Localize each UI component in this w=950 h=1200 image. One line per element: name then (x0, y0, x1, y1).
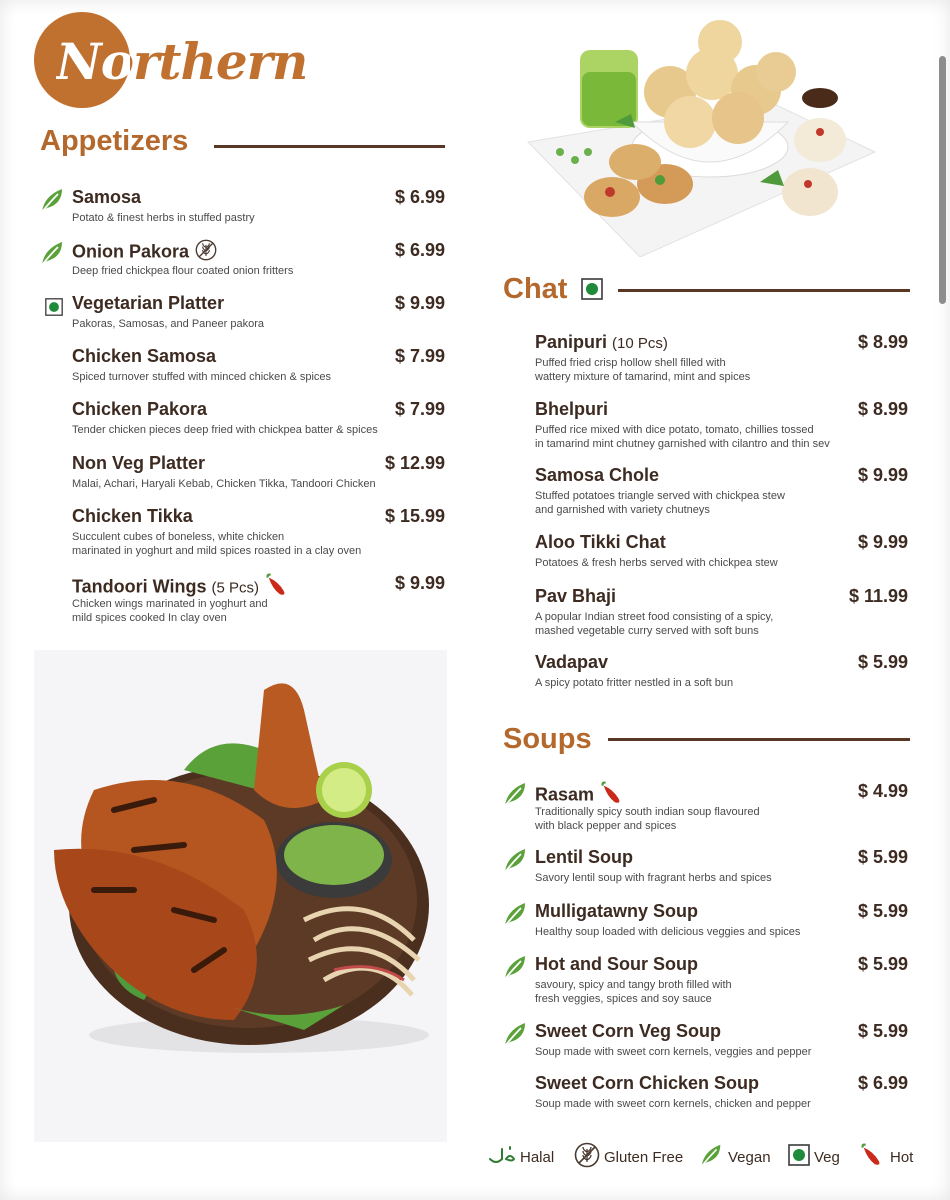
menu-item-chicken-samosa (72, 345, 445, 393)
item-name (535, 953, 698, 975)
item-price: $ 8.99 (857, 399, 908, 419)
item-description-line: with black pepper and spices (535, 819, 677, 832)
item-name-text: Panipuri (535, 332, 608, 352)
item-description-line: Potato & finest herbs in stuffed pastry (72, 212, 255, 224)
chat-title: Chat (503, 273, 568, 305)
item-description (535, 677, 733, 691)
item-description (535, 424, 830, 451)
veg-icon (45, 298, 63, 321)
item-description-line: Pakoras, Samosas, and Paneer pakora (72, 318, 265, 330)
item-description-line: Savory lentil soup with fragrant herbs and spices (535, 872, 772, 884)
appetizers-rule (214, 145, 445, 148)
menu-item-tandoori-wings (72, 572, 445, 624)
item-description-line: A popular Indian street food consisting of a spicy, (535, 611, 774, 623)
item-price: $ 9.99 (857, 465, 908, 485)
item-price: $ 7.99 (394, 346, 445, 366)
menu-item-samosa (72, 186, 445, 234)
item-description (72, 478, 376, 492)
item-price: $ 5.99 (857, 1021, 908, 1041)
item-description (72, 424, 378, 438)
menu-item-sweet-corn-veg-soup (535, 1020, 908, 1068)
appetizers-title: Appetizers (40, 125, 189, 157)
item-name (535, 900, 698, 922)
item-name-text: Chicken Samosa (72, 346, 217, 366)
scrollbar[interactable] (939, 56, 946, 304)
item-price: $ 6.99 (394, 240, 445, 260)
item-name-text: Sweet Corn Veg Soup (535, 1021, 722, 1041)
menu-item-non-veg-platter (72, 452, 445, 500)
legend-item-halal (488, 1142, 554, 1172)
menu-item-chicken-pakora (72, 398, 445, 446)
logo-text: Northern (56, 32, 308, 91)
item-description (72, 371, 331, 385)
item-description-line: Soup made with sweet corn kernels, chicken and pepper (535, 1098, 811, 1110)
item-description (535, 490, 785, 517)
item-description-line: wattery mixture of tamarind, mint and spices (535, 370, 751, 383)
menu-item-chicken-tikka (72, 505, 445, 557)
vegan-leaf-icon (501, 953, 529, 986)
item-name-text: Bhelpuri (535, 399, 609, 419)
item-description (72, 212, 255, 226)
legend-item-veg (788, 1142, 840, 1172)
item-description-line: Traditionally spicy south indian soup flavoured (535, 806, 760, 818)
item-description (535, 872, 772, 886)
item-description (535, 611, 773, 638)
item-description (72, 265, 293, 279)
brand-logo (34, 12, 308, 112)
item-description (72, 598, 268, 625)
item-name (535, 651, 608, 673)
item-description-line: Puffed rice mixed with dice potato, tomato, chillies tossed (535, 424, 814, 436)
item-description-line: Soup made with sweet corn kernels, veggies and pepper (535, 1046, 812, 1058)
item-description-line: Chicken wings marinated in yoghurt and (72, 598, 268, 610)
item-description-line: and garnished with variety chutneys (535, 503, 710, 516)
item-name-text: Tandoori Wings (72, 576, 207, 597)
legend-label: Vegan (728, 1148, 771, 1166)
gluten-free-icon (195, 239, 217, 266)
item-name-text: Sweet Corn Chicken Soup (535, 1073, 760, 1093)
item-name-text: Non Veg Platter (72, 453, 206, 473)
veg-icon (788, 1144, 810, 1170)
item-price: $ 5.99 (857, 847, 908, 867)
item-price: $ 9.99 (394, 293, 445, 313)
item-description-line: in tamarind mint chutney garnished with cilantro and thin sev (535, 437, 830, 450)
vegan-leaf-icon (38, 239, 66, 272)
menu-item-rasam (535, 780, 908, 832)
soups-title: Soups (503, 723, 592, 755)
panipuri-photo (520, 12, 880, 257)
vegan-leaf-icon (501, 780, 529, 813)
item-price: $ 7.99 (394, 399, 445, 419)
item-price: $ 6.99 (394, 187, 445, 207)
item-description-line: Puffed fried crisp hollow shell filled with (535, 357, 726, 369)
item-name (72, 345, 216, 367)
item-price: $ 11.99 (848, 586, 908, 606)
item-name-text: Samosa Chole (535, 465, 660, 485)
menu-item-vegetarian-platter (72, 292, 445, 340)
vegan-leaf-icon (501, 900, 529, 933)
item-price: $ 5.99 (857, 901, 908, 921)
tandoori-chicken-photo (34, 650, 447, 1142)
item-description-line: marinated in yoghurt and mild spices roasted in a clay oven (72, 544, 362, 557)
menu-item-mulligatawny-soup (535, 900, 908, 948)
item-name-text: Chicken Pakora (72, 399, 208, 419)
halal-icon (488, 1141, 516, 1173)
hot-chili-icon (860, 1142, 886, 1172)
gluten-free-icon (574, 1142, 600, 1172)
item-description-line: Potatoes & fresh herbs served with chickpea stew (535, 557, 778, 569)
item-name-text: Lentil Soup (535, 847, 633, 867)
item-price: $ 9.99 (394, 573, 445, 593)
item-description-line: Healthy soup loaded with delicious veggies and spices (535, 926, 801, 938)
item-name-text: Aloo Tikki Chat (535, 532, 666, 552)
item-price: $ 12.99 (384, 453, 445, 473)
item-name (72, 398, 207, 420)
item-name-text: Mulligatawny Soup (535, 901, 699, 921)
item-name (535, 846, 633, 868)
item-name-text: Chicken Tikka (72, 506, 193, 526)
legend-label: Veg (814, 1148, 840, 1166)
item-name (535, 331, 668, 355)
vegan-leaf-icon (501, 846, 529, 879)
item-description-line: Tender chicken pieces deep fried with chickpea batter & spices (72, 424, 378, 436)
item-name (535, 1020, 721, 1042)
item-price: $ 5.99 (857, 652, 908, 672)
menu-item-pav-bhaji (535, 585, 908, 637)
item-description-line: Deep fried chickpea flour coated onion fritters (72, 265, 294, 277)
item-name-text: Vadapav (535, 652, 609, 672)
legend-item-hot (860, 1142, 913, 1172)
legend-item-gluten-free (574, 1142, 683, 1172)
item-description (72, 318, 264, 332)
item-description-line: fresh veggies, spices and soy sauce (535, 992, 712, 1005)
item-description-line: mild spices cooked In clay oven (72, 611, 227, 624)
item-description-line: mashed vegetable curry served with soft buns (535, 624, 759, 637)
item-name-text: Pav Bhaji (535, 586, 617, 606)
item-description (535, 979, 732, 1006)
menu-item-samosa-chole (535, 464, 908, 516)
item-description (535, 357, 750, 384)
menu-item-lentil-soup (535, 846, 908, 894)
item-price: $ 9.99 (857, 532, 908, 552)
menu-item-panipuri (535, 331, 908, 383)
chat-rule (618, 289, 910, 292)
item-description (72, 531, 361, 558)
item-description-line: Spiced turnover stuffed with minced chicken & spices (72, 371, 332, 383)
legend-item-vegan (698, 1142, 771, 1172)
item-name (535, 464, 659, 486)
item-quantity: (5 Pcs) (211, 579, 260, 597)
item-name (72, 452, 205, 474)
item-description-line: A spicy potato fritter nestled in a soft bun (535, 677, 734, 689)
menu-item-onion-pakora (72, 239, 445, 287)
item-price: $ 6.99 (857, 1073, 908, 1093)
item-price: $ 5.99 (857, 954, 908, 974)
vegan-leaf-icon (698, 1142, 724, 1172)
item-name-text: Hot and Sour Soup (535, 954, 698, 974)
item-name-text: Vegetarian Platter (72, 293, 225, 313)
item-price: $ 15.99 (384, 506, 445, 526)
item-name (535, 1072, 759, 1094)
item-description (535, 1098, 811, 1112)
item-name (535, 531, 666, 553)
menu-item-vadapav (535, 651, 908, 699)
menu-item-aloo-tikki-chat (535, 531, 908, 579)
item-price: $ 8.99 (857, 332, 908, 352)
vegan-leaf-icon (38, 186, 66, 219)
item-name (72, 186, 141, 208)
soups-rule (608, 738, 910, 741)
item-name (535, 585, 616, 607)
item-description (535, 926, 800, 940)
item-description-line: savoury, spicy and tangy broth filled with (535, 979, 732, 991)
veg-icon (581, 278, 603, 300)
menu-item-bhelpuri (535, 398, 908, 450)
legend-label: Halal (520, 1148, 555, 1166)
item-description (535, 1046, 811, 1060)
hot-chili-icon (265, 572, 291, 603)
item-description-line: Succulent cubes of boneless, white chicken (72, 531, 285, 543)
item-name-text: Rasam (535, 784, 595, 805)
legend-label: Gluten Free (604, 1148, 684, 1166)
item-description-line: Stuffed potatoes triangle served with chickpea stew (535, 490, 785, 502)
item-quantity: (10 Pcs) (612, 335, 668, 352)
legend-label: Hot (890, 1148, 914, 1166)
menu-item-sweet-corn-chicken-soup (535, 1072, 908, 1120)
item-name-text: Samosa (72, 187, 142, 207)
item-name (72, 505, 193, 527)
item-name-text: Onion Pakora (72, 241, 190, 262)
item-name (72, 239, 217, 266)
item-description (535, 806, 760, 833)
item-description (535, 557, 778, 571)
vegan-leaf-icon (501, 1020, 529, 1053)
item-price: $ 4.99 (857, 781, 908, 801)
item-name (535, 398, 608, 420)
item-name (72, 292, 224, 314)
menu-item-hot-and-sour-soup (535, 953, 908, 1005)
item-description-line: Malai, Achari, Haryali Kebab, Chicken Tikka, Tandoori Chicken (72, 478, 376, 490)
